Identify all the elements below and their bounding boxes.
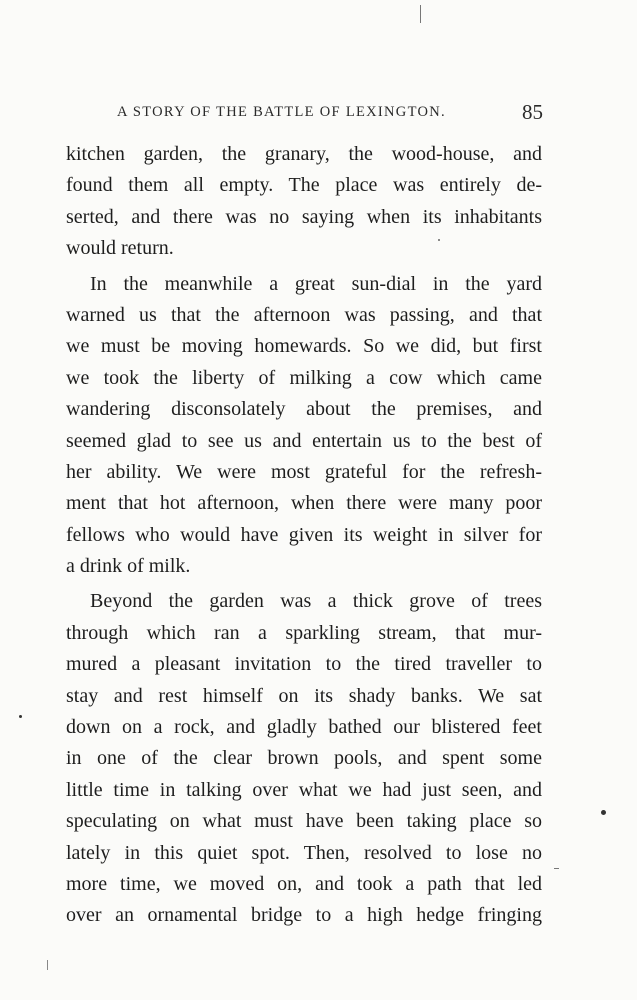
- running-head: [65, 102, 543, 126]
- text-line: ment that hot afternoon, when there were many poor: [66, 492, 542, 515]
- text-line: speculating on what must have been taking place so: [66, 810, 542, 833]
- text-line: Beyond the garden was a thick grove of trees: [90, 590, 542, 613]
- scan-speck: [554, 868, 559, 869]
- text-line: a drink of milk.: [66, 555, 191, 578]
- text-line: would return.: [66, 237, 174, 260]
- text-line: In the meanwhile a great sun-dial in the yard: [90, 272, 542, 295]
- text-line: stay and rest himself on its shady banks. We sat: [66, 684, 542, 707]
- paragraph-3: [66, 586, 542, 931]
- running-title: A STORY OF THE BATTLE OF LEXINGTON.: [117, 104, 446, 120]
- text-line: mured a pleasant invitation to the tired traveller to: [66, 653, 542, 676]
- text-line: fellows who would have given its weight in silver for: [66, 523, 542, 546]
- text-line: we must be moving homewards. So we did, but first: [66, 335, 542, 358]
- text-line: her ability. We were most grateful for the refresh-: [66, 460, 542, 483]
- text-line: down on a rock, and gladly bathed our blistered feet: [66, 716, 542, 739]
- scan-speck: [19, 715, 22, 718]
- text-line: we took the liberty of milking a cow which came: [66, 366, 542, 389]
- text-line: lately in this quiet spot. Then, resolved to lose no: [66, 841, 542, 864]
- text-line: kitchen garden, the granary, the wood-house, and: [66, 143, 542, 165]
- text-line: more time, we moved on, and took a path that led: [66, 872, 542, 895]
- scan-speck: [420, 5, 421, 23]
- scan-speck: [47, 960, 48, 970]
- text-line: little time in talking over what we had just seen, and: [66, 778, 542, 801]
- text-line: seemed glad to see us and entertain us to the best of: [66, 429, 542, 452]
- page-number: 85: [522, 100, 543, 124]
- paragraph-2: [66, 269, 542, 583]
- scan-speck: [438, 239, 440, 241]
- text-line: serted, and there was no saying when its inhabitants: [66, 205, 542, 228]
- text-line: wandering disconsolately about the premises, and: [66, 398, 542, 421]
- text-line: in one of the clear brown pools, and spent some: [66, 747, 542, 770]
- scan-speck: [601, 810, 606, 815]
- paragraph-1: [66, 139, 542, 265]
- text-line: over an ornamental bridge to a high hedge fringing: [66, 904, 542, 927]
- text-line: warned us that the afternoon was passing, and that: [66, 303, 542, 326]
- text-line: found them all empty. The place was entirely de-: [66, 174, 542, 197]
- body-text: [66, 139, 542, 932]
- text-line: through which ran a sparkling stream, that mur-: [66, 621, 542, 644]
